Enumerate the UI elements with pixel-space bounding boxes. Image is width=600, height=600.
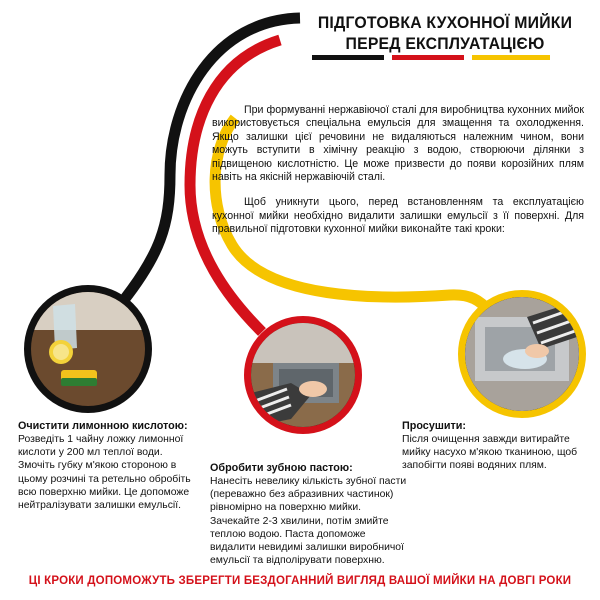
step-2-body: Нанесіть невелику кількість зубної пасти (переважно без абразивних частинок) рівномірно на поверхню мийки. Зачекайте 2-3 хвилини, потім змийте теплою водою. Паста допоможе видалити невидимі залишки виробничої емульсії та відполірувати поверхню. <box>210 476 407 567</box>
intro-text <box>212 104 584 249</box>
sink-drying-illustration <box>465 297 579 411</box>
step-2-title: Обробити зубною пастою: <box>210 462 353 474</box>
sink-scrubbing-illustration <box>251 323 355 427</box>
lemon-sponge-photo <box>24 285 152 413</box>
step-1-body: Розведіть 1 чайну ложку лимонної кислоти у 200 мл теплої води. Змочіть губку м'якою стороною в цьому розчині та ретельно обробіть всю поверхню мийки. Це допоможе нейтралізувати залишки емульсії. <box>18 434 191 512</box>
title-underline-red <box>392 55 464 60</box>
step-3-body: Після очищення завжди витирайте мийку насухо м'якою тканиною, щоб запобігти появі водяних плям. <box>402 434 578 472</box>
intro-paragraph-2: Щоб уникнути цього, перед встановленням та експлуатацією кухонної мийки необхідно видалити залишки емульсії з її поверхні. Для правильної підготовки кухонної мийки виконайте такі кроки: <box>212 196 584 236</box>
step-1 <box>18 420 198 512</box>
step-2 <box>210 462 410 567</box>
lemon-sponge-illustration <box>31 292 145 406</box>
sink-drying-photo <box>458 290 586 418</box>
footer-slogan: ЦІ КРОКИ ДОПОМОЖУТЬ ЗБЕРЕГТИ БЕЗДОГАННИЙ ВИГЛЯД ВАШОЇ МИЙКИ НА ДОВГІ РОКИ <box>28 575 572 587</box>
title-line-2: ПЕРЕД ЕКСПЛУАТАЦІЄЮ <box>345 34 545 53</box>
step-1-title: Очистити лимонною кислотою: <box>18 420 188 432</box>
step-3-title: Просушити: <box>402 420 466 432</box>
sink-scrubbing-photo <box>244 316 362 434</box>
step-3 <box>402 420 590 473</box>
page-title <box>310 12 580 54</box>
intro-paragraph-1: При формуванні нержавіючої сталі для виробництва кухонних мийок використовується спеціальна емульсія для змащення та охолодження. Якщо залишки цієї речовини не видаляються належним чином, вони можуть вступити в хімічну реакцію з водою, створюючи ділянки з підвищеною кислотністю. Це може призвести до появи корозійних плям навіть на якісній нержавіючій сталі. <box>212 104 584 184</box>
title-underline-black <box>312 55 384 60</box>
title-underline-yellow <box>472 55 550 60</box>
title-line-1: ПІДГОТОВКА КУХОННОЇ МИЙКИ <box>317 13 573 32</box>
